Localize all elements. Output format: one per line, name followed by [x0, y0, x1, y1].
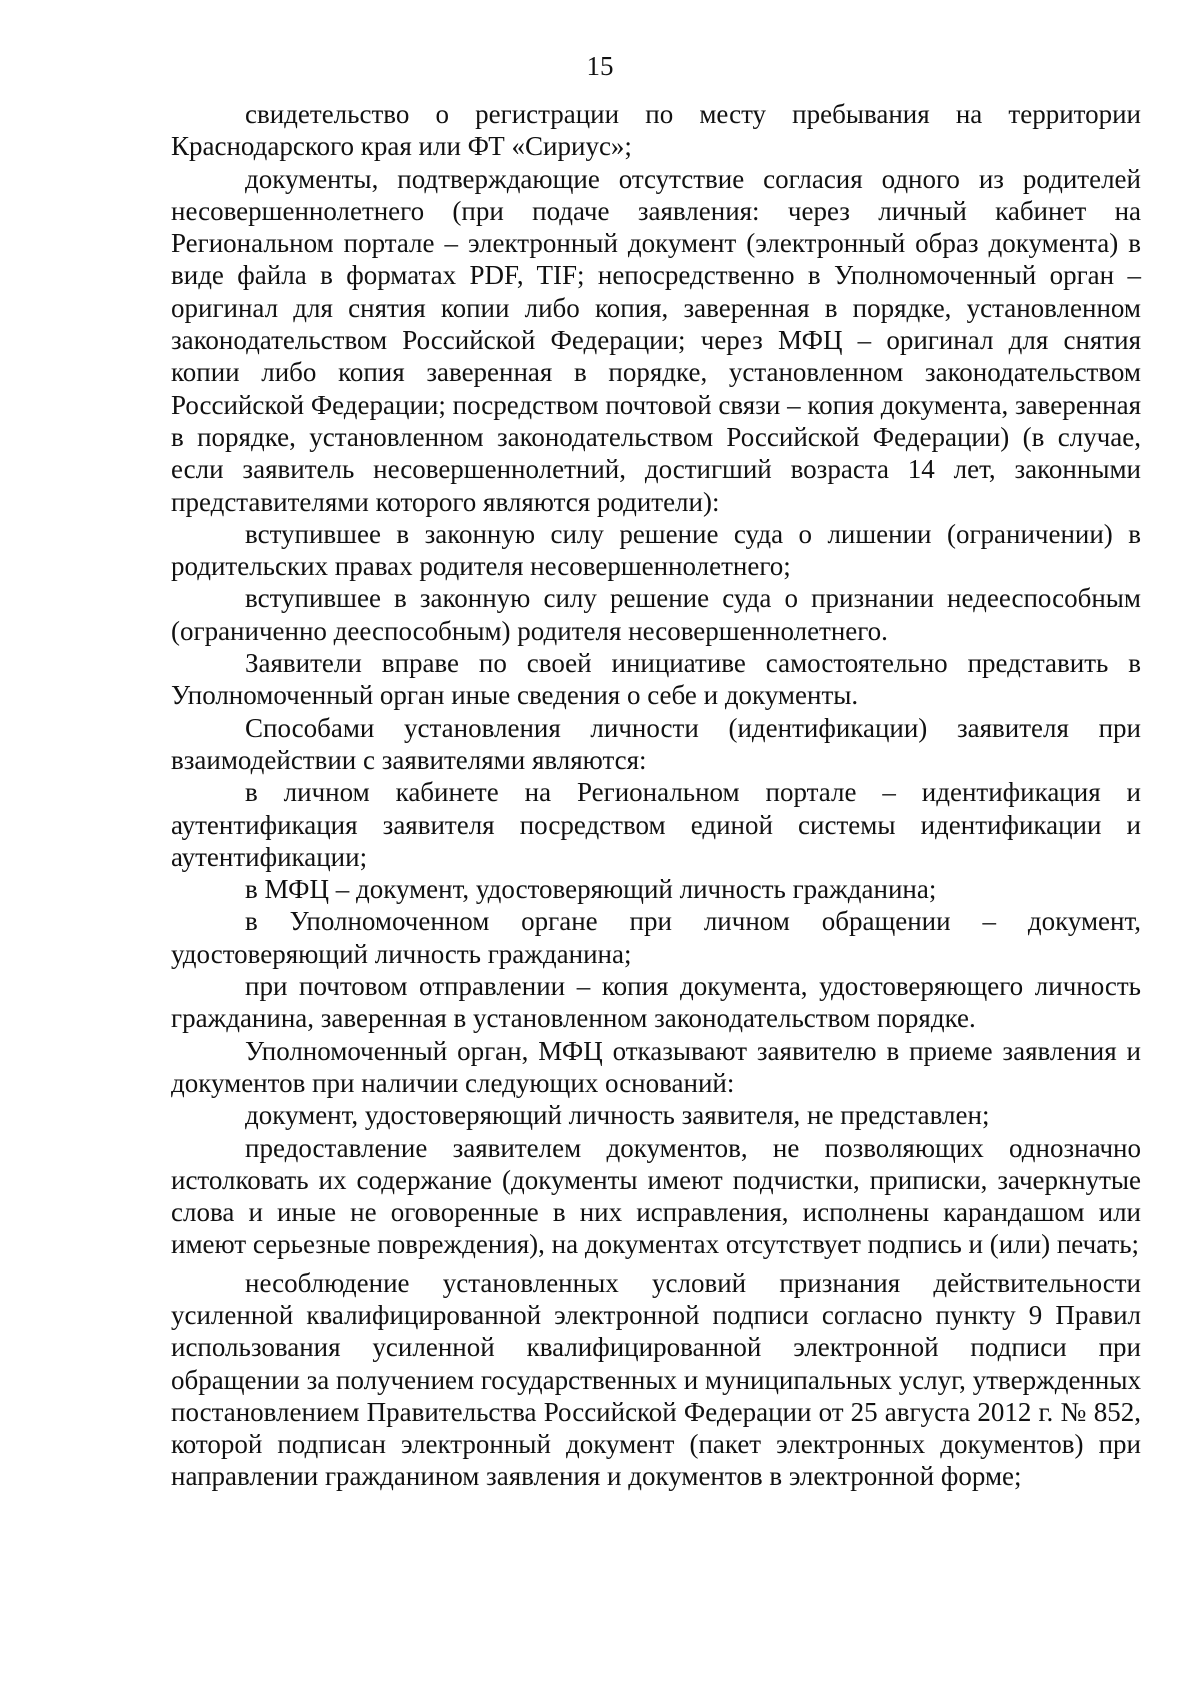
paragraph-identification-methods: Способами установления личности (идентификации) заявителя при взаимодействии с заявителями являются:: [171, 712, 1141, 775]
paragraph-authority-identity: в Уполномоченном органе при личном обращении – документ, удостоверяющий личность гражданина;: [171, 906, 1141, 969]
page-number: 15: [586, 51, 614, 81]
paragraph-refusal-grounds: Уполномоченный орган, МФЦ отказывают заявителю в приеме заявления и документов при наличии следующих оснований:: [171, 1035, 1141, 1098]
paragraph-mfc-identity: в МФЦ – документ, удостоверяющий личность гражданина;: [245, 874, 937, 905]
document-body: [171, 98, 1141, 1493]
paragraph-applicants-may-submit: Заявители вправе по своей инициативе самостоятельно представить в Уполномоченный орган иные сведения о себе и документы.: [171, 648, 1141, 711]
paragraph-electronic-signature: несоблюдение установленных условий признания действительности усиленной квалифицированной электронной подписи согласно пункту 9 Правил использования усиленной квалифицированной электронной подписи при обращении за получением государственных и муниципальных услуг, утвержденных постановлением Правительства Российской Федерации от 25 августа 2012 г. № 852, которой подписан электронный документ (пакет электронных документов) при направлении гражданином заявления и документов в электронной форме;: [171, 1267, 1141, 1492]
paragraph-court-decision-rights: вступившее в законную силу решение суда о лишении (ограничении) в родительских правах родителя несовершеннолетнего;: [171, 518, 1141, 582]
paragraph-registration-certificate: свидетельство о регистрации по месту пребывания на территории Краснодарского края или ФТ «Сириус»;: [171, 99, 1141, 162]
paragraph-ambiguous-documents: предоставление заявителем документов, не позволяющих однозначно истолковать их содержание (документы имеют подчистки, приписки, зачеркнутые слова и иные не оговоренные в них исправления, исполнены карандашом или имеют серьезные повреждения), на документах отсутствует подпись и (или) печать;: [171, 1132, 1141, 1260]
paragraph-postal-identity: при почтовом отправлении – копия документа, удостоверяющего личность гражданина, заверенная в установленном законодательством порядке.: [171, 971, 1141, 1034]
paragraph-regional-portal-auth: в личном кабинете на Региональном портале – идентификация и аутентификация заявителя посредством единой системы идентификации и аутентификации;: [171, 777, 1141, 872]
paragraph-no-identity-document: документ, удостоверяющий личность заявителя, не представлен;: [245, 1100, 990, 1131]
paragraph-parent-consent-documents: документы, подтверждающие отсутствие согласия одного из родителей несовершеннолетнего (при подаче заявления: через личный кабинет на Региональном портале – электронный документ (электронный образ документа) в виде файла в форматах PDF, TIF; непосредственно в Уполномоченный орган – оригинал для снятия копии либо копия, заверенная в порядке, установленном законодательством Российской Федерации; через МФЦ – оригинал для снятия копии либо копия заверенная в порядке, установленном законодательством Российской Федерации; посредством почтовой связи – копия документа, заверенная в порядке, установленном законодательством Российской Федерации) (в случае, если заявитель несовершеннолетний, достигший возраста 14 лет, законными представителями которого являются родители):: [171, 163, 1141, 517]
paragraph-court-decision-incapacity: вступившее в законную силу решение суда о признании недееспособным (ограниченно дееспособным) родителя несовершеннолетнего.: [171, 583, 1141, 646]
